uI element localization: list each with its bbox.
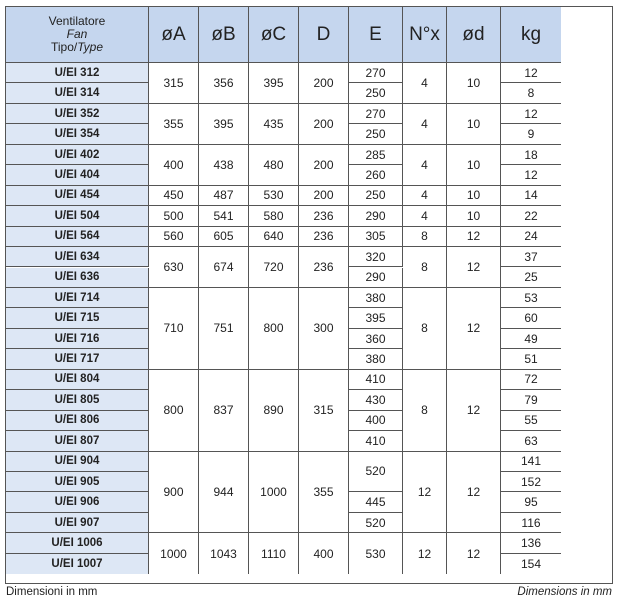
cell-d: 355 [299,452,349,534]
cell-kg: 95 [501,492,561,512]
header-tipo: Tipo/ [50,40,78,54]
cell-e: 410 [349,370,403,390]
cell-kg: 152 [501,472,561,492]
cell-c: 800 [249,288,299,370]
model-cell: U/EI 402 [6,145,149,165]
cell-c: 580 [249,206,299,226]
model-cell: U/EI 354 [6,124,149,144]
cell-b: 356 [199,63,249,104]
cell-a: 400 [149,145,199,186]
cell-e: 430 [349,390,403,410]
model-cell: U/EI 634 [6,247,149,267]
cell-d: 10 [447,206,501,226]
cell-d: 12 [447,533,501,574]
cell-b: 837 [199,370,249,452]
cell-nx: 8 [403,227,447,247]
cell-d: 300 [299,288,349,370]
cell-d: 12 [447,452,501,534]
cell-a: 315 [149,63,199,104]
cell-c: 395 [249,63,299,104]
cell-a: 450 [149,186,199,206]
cell-e: 395 [349,308,403,328]
model-cell: U/EI 807 [6,431,149,451]
cell-b: 751 [199,288,249,370]
cell-e: 520 [349,452,403,493]
header-col-2: øC [249,7,299,63]
cell-nx: 4 [403,186,447,206]
cell-d: 10 [447,186,501,206]
cell-nx: 4 [403,104,447,145]
cell-c: 720 [249,247,299,288]
model-cell: U/EI 806 [6,411,149,431]
model-cell: U/EI 717 [6,349,149,369]
cell-nx: 8 [403,288,447,370]
cell-kg: 72 [501,370,561,390]
cell-a: 560 [149,227,199,247]
cell-e: 320 [349,247,403,267]
cell-kg: 63 [501,431,561,451]
cell-a: 710 [149,288,199,370]
cell-kg: 55 [501,411,561,431]
cell-e: 530 [349,533,403,574]
cell-e: 410 [349,431,403,451]
header-model_line1: Ventilatore [48,14,106,28]
model-cell: U/EI 564 [6,227,149,247]
model-cell: U/EI 636 [6,268,149,288]
cell-kg: 14 [501,186,561,206]
cell-e: 380 [349,349,403,369]
header-model-cell [6,7,149,63]
cell-c: 1000 [249,452,299,534]
cell-kg: 37 [501,247,561,267]
cell-kg: 12 [501,165,561,185]
cell-a: 1000 [149,533,199,574]
model-cell: U/EI 454 [6,186,149,206]
cell-b: 395 [199,104,249,145]
model-cell: U/EI 716 [6,329,149,349]
cell-e: 520 [349,513,403,533]
cell-d: 315 [299,370,349,452]
cell-e: 445 [349,492,403,512]
cell-e: 380 [349,288,403,308]
cell-kg: 24 [501,227,561,247]
header-col-7: kg [501,7,561,63]
cell-e: 285 [349,145,403,165]
cell-e: 260 [349,165,403,185]
cell-e: 290 [349,206,403,226]
cell-a: 800 [149,370,199,452]
cell-d: 200 [299,63,349,104]
cell-kg: 12 [501,63,561,83]
model-cell: U/EI 1007 [6,554,149,574]
model-cell: U/EI 907 [6,513,149,533]
cell-d: 200 [299,104,349,145]
cell-c: 435 [249,104,299,145]
cell-kg: 8 [501,83,561,103]
spec-table [5,6,613,584]
cell-d: 200 [299,186,349,206]
footnote-dimensions: Dimensions in mm [517,586,612,598]
cell-c: 530 [249,186,299,206]
header-col-6: ød [447,7,501,63]
cell-nx: 4 [403,145,447,186]
cell-e: 250 [349,186,403,206]
cell-e: 270 [349,63,403,83]
cell-d: 10 [447,145,501,186]
cell-c: 1110 [249,533,299,574]
model-cell: U/EI 504 [6,206,149,226]
cell-kg: 79 [501,390,561,410]
cell-nx: 8 [403,247,447,288]
cell-e: 250 [349,124,403,144]
cell-b: 541 [199,206,249,226]
cell-e: 400 [349,411,403,431]
model-cell: U/EI 805 [6,390,149,410]
cell-kg: 51 [501,349,561,369]
cell-d: 10 [447,104,501,145]
cell-b: 674 [199,247,249,288]
cell-kg: 49 [501,329,561,349]
cell-nx: 12 [403,533,447,574]
footnote-dimensioni: Dimensioni in mm [6,586,98,598]
cell-d: 12 [447,370,501,452]
cell-nx: 8 [403,370,447,452]
cell-d: 236 [299,206,349,226]
cell-e: 270 [349,104,403,124]
model-cell: U/EI 715 [6,308,149,328]
cell-nx: 12 [403,452,447,534]
cell-d: 12 [447,288,501,370]
cell-nx: 4 [403,206,447,226]
cell-kg: 60 [501,308,561,328]
cell-kg: 136 [501,533,561,553]
cell-c: 480 [249,145,299,186]
cell-b: 944 [199,452,249,534]
cell-e: 250 [349,83,403,103]
cell-kg: 18 [501,145,561,165]
cell-kg: 141 [501,452,561,472]
cell-b: 438 [199,145,249,186]
header-type: Type [77,40,104,54]
model-cell: U/EI 312 [6,63,149,83]
cell-kg: 116 [501,513,561,533]
cell-d: 12 [447,247,501,288]
model-cell: U/EI 352 [6,104,149,124]
header-col-5: N°x [403,7,447,63]
cell-e: 305 [349,227,403,247]
cell-b: 605 [199,227,249,247]
cell-b: 487 [199,186,249,206]
cell-d: 12 [447,227,501,247]
cell-c: 640 [249,227,299,247]
cell-kg: 154 [520,557,542,572]
cell-a: 900 [149,452,199,534]
model-cell: U/EI 906 [6,492,149,512]
model-cell: U/EI 905 [6,472,149,492]
model-cell: U/EI 714 [6,288,149,308]
model-cell: U/EI 404 [6,165,149,185]
cell-kg: 9 [501,124,561,144]
header-model_line2: Fan [66,27,88,41]
cell-a: 630 [149,247,199,288]
cell-d: 10 [447,63,501,104]
cell-b: 1043 [199,533,249,574]
model-cell: U/EI 904 [6,452,149,472]
model-cell: U/EI 1006 [6,533,149,553]
header-col-3: D [299,7,349,63]
cell-d: 236 [299,227,349,247]
cell-d: 400 [299,533,349,574]
cell-kg: 22 [501,206,561,226]
cell-a: 355 [149,104,199,145]
cell-e: 290 [349,268,403,288]
model-cell: U/EI 804 [6,370,149,390]
header-col-4: E [349,7,403,63]
header-col-1: øB [199,7,249,63]
header-model-line3 [51,41,103,54]
cell-e: 360 [349,329,403,349]
cell-kg: 53 [501,288,561,308]
cell-d: 200 [299,145,349,186]
cell-c: 890 [249,370,299,452]
cell-nx: 4 [403,63,447,104]
cell-d: 236 [299,247,349,288]
cell-kg: 25 [501,268,561,288]
model-cell: U/EI 314 [6,83,149,103]
cell-kg: 12 [501,104,561,124]
header-col-0: øA [149,7,199,63]
cell-a: 500 [149,206,199,226]
